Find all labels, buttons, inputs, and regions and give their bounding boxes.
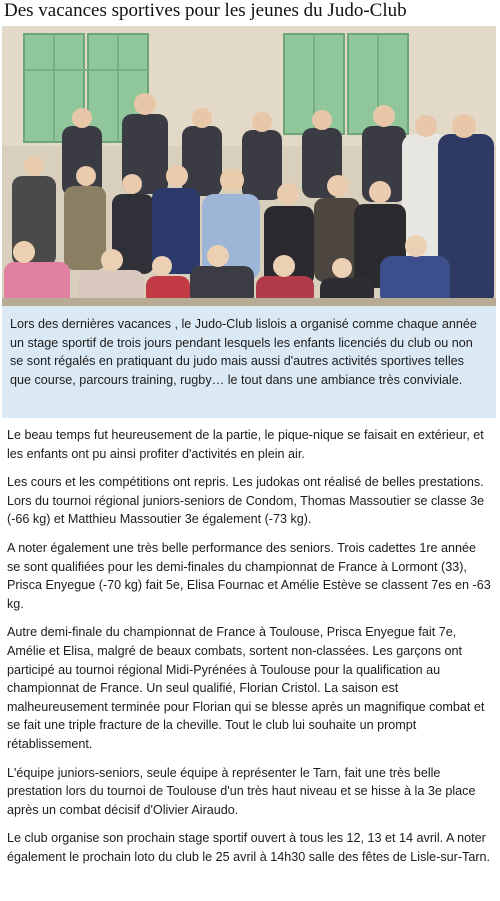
group-photo bbox=[2, 26, 496, 306]
paragraph-6: Le club organise son prochain stage sportif ouvert à tous les 12, 13 et 14 avril. A noter également le prochain loto du club le 25 avril à 14h30 salle des fêtes de Lisle-sur-Tarn. bbox=[7, 831, 491, 864]
paragraph-2: Les cours et les compétitions ont repris. Les judokas ont réalisé de belles prestations. Lors du tournoi régional juniors-seniors de Condom, Thomas Massoutier se classe 3e (-66 kg) et Matthieu Massoutier 3e également (-73 kg). bbox=[7, 475, 485, 527]
paragraph-1: Le beau temps fut heureusement de la partie, le pique-nique se faisait en extérieur, et les enfants ont pu ainsi profiter d'activités en plein air. bbox=[7, 428, 484, 461]
paragraph-4: Autre demi-finale du championnat de France à Toulouse, Prisca Enyegue fait 7e, Amélie et Elisa, malgré de beaux combats, sortent non-classées. Les garçons ont participé au tournoi régional Midi-Pyrénées à Toulouse pour la qualification au championnat de France. Un seul qualifié, Florian Cristol. La saison est malheureusement terminée pour Florian qui se blesse après un magnifique combat et se fait une triple fracture de la cheville. Tout le club lui souhaite un prompt rétablissement. bbox=[7, 625, 485, 751]
group-photo-illustration bbox=[2, 26, 496, 306]
article-body bbox=[0, 426, 496, 876]
lead-box bbox=[2, 306, 496, 418]
paragraph-5: L'équipe juniors-seniors, seule équipe à représenter le Tarn, fait une très belle prestation lors du tournoi de Toulouse d'un très haut niveau et se hisse à la 3e place après un combat décisif d'Olivier Airaudo. bbox=[7, 765, 476, 817]
article-title: Des vacances sportives pour les jeunes du Judo-Club bbox=[4, 0, 407, 21]
paragraph-3: A noter également une très belle performance des seniors. Trois cadettes 1re année se sont qualifiées pour les demi-finales du championnat de France à Lormont (33), Prisca Enyegue (-70 kg) fait 5e, Elisa Fournac et Amélie Estève se classent 7es en -63 kg. bbox=[7, 540, 491, 611]
lead-paragraph: Lors des dernières vacances , le Judo-Club lislois a organisé comme chaque année un stage sportif de trois jours pendant lesquels les enfants licenciés du club ou non se sont régalés en pratiquant du judo mais aussi d'autres activités sportives telles que course, parcours training, rugby… le tout dans une ambiance très conviviale. bbox=[10, 317, 477, 387]
